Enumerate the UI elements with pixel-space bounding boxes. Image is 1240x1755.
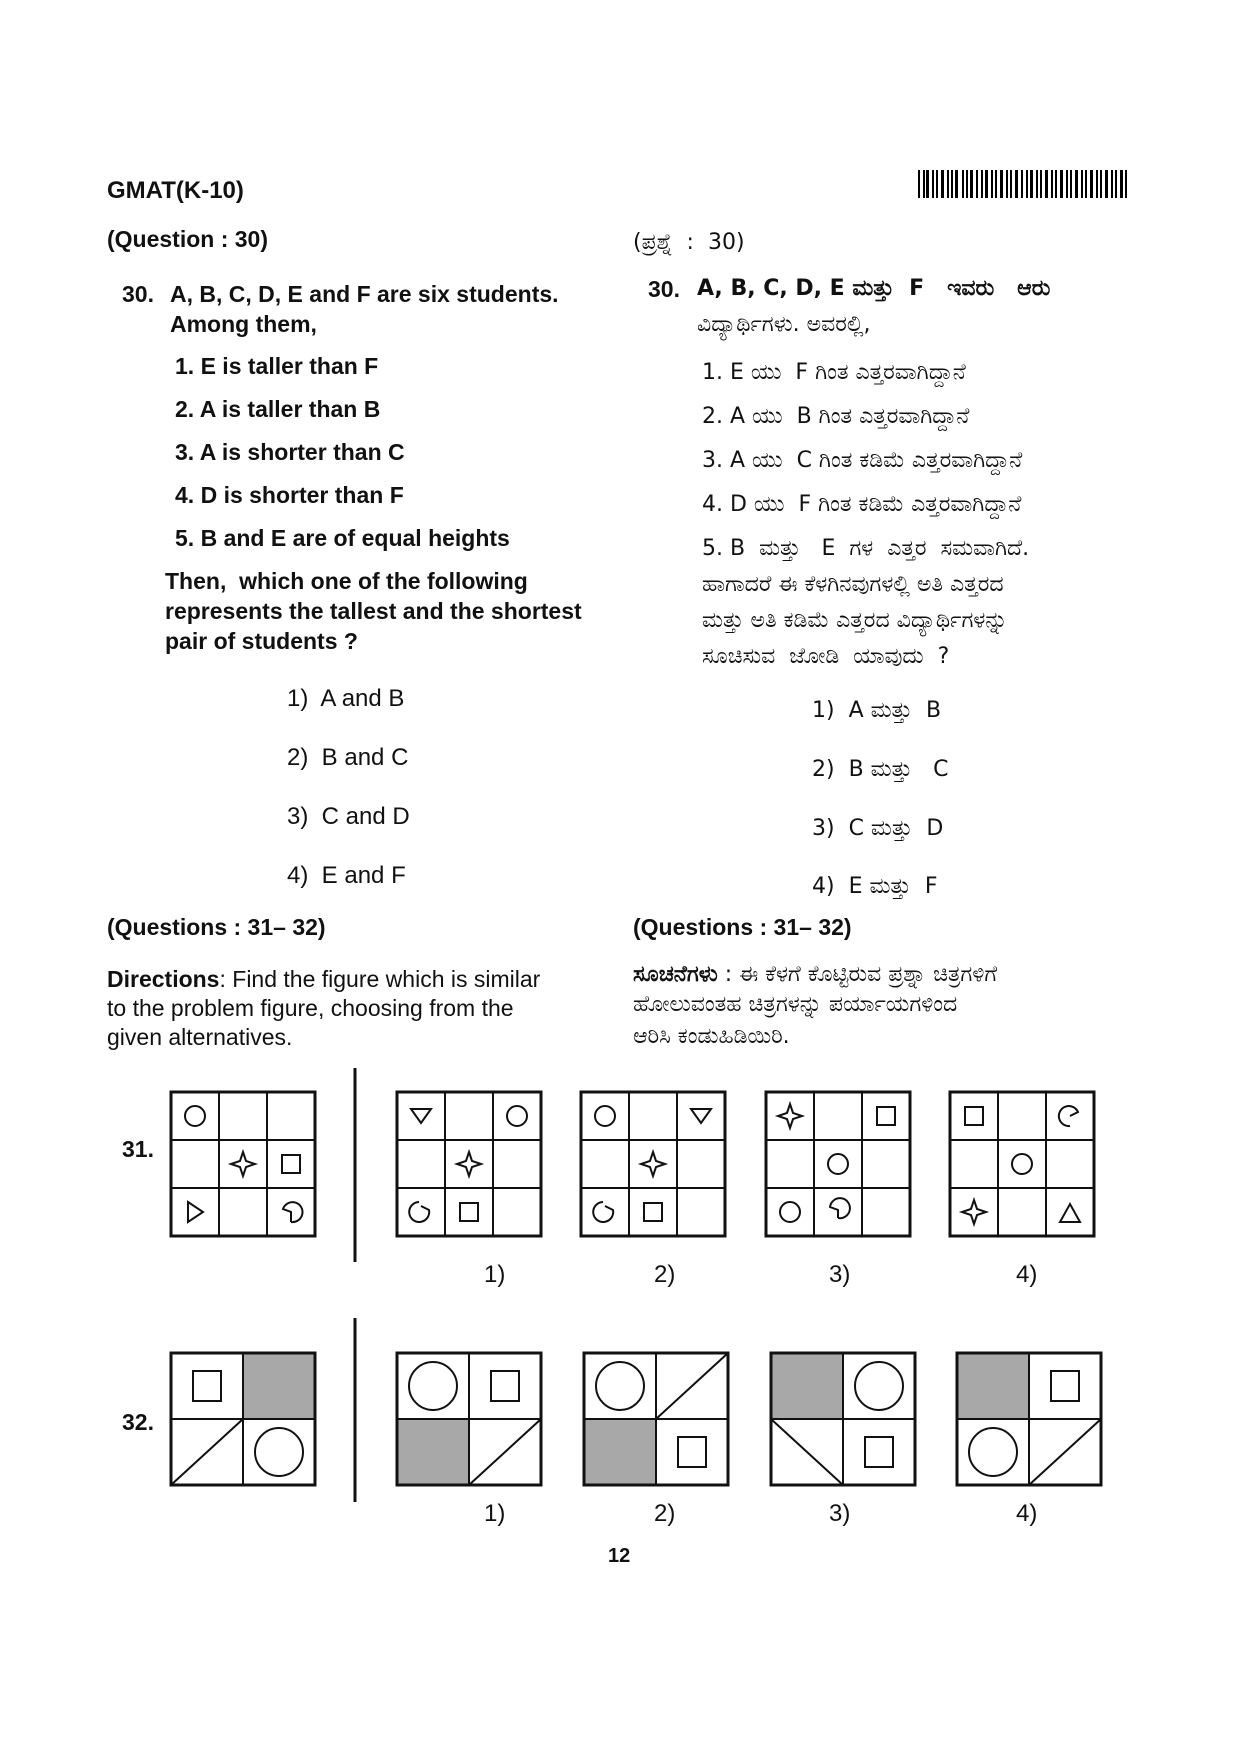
q30-condition-kn: 4. D ಯು F ಗಿಂತ ಕಡಿಮೆ ಎತ್ತರವಾಗಿದ್ದಾನೆ bbox=[702, 492, 1022, 517]
q31-32-section-kn: (Questions : 31– 32) bbox=[633, 914, 852, 940]
shaded-cell bbox=[584, 1419, 656, 1485]
directions-text-kn: ಆರಿಸಿ ಕಂಡುಹಿಡಿಯಿರಿ. bbox=[633, 1024, 790, 1049]
q30-option-kn[interactable]: 3) C ಮತ್ತು D bbox=[812, 816, 944, 841]
q32-option-3-figure bbox=[771, 1353, 915, 1485]
q30-option-en[interactable]: 2) B and C bbox=[287, 744, 409, 771]
circle-icon bbox=[969, 1428, 1017, 1476]
q32-option-label[interactable]: 1) bbox=[484, 1500, 506, 1527]
circle-icon bbox=[255, 1428, 303, 1476]
square-icon bbox=[678, 1437, 706, 1467]
q30-stem-en-1: A, B, C, D, E and F are six students. bbox=[170, 281, 559, 307]
circle-icon bbox=[780, 1202, 800, 1222]
square-icon bbox=[193, 1371, 221, 1401]
diagonal-line bbox=[171, 1419, 243, 1485]
square-icon bbox=[965, 1107, 983, 1125]
directions-text-kn: : ಈ ಕೆಳಗೆ ಕೊಟ್ಟಿರುವ ಪ್ರಶ್ನಾ ಚಿತ್ರಗಳಿಗೆ bbox=[717, 962, 998, 987]
q32-option-4-figure bbox=[957, 1353, 1101, 1485]
q30-option-en[interactable]: 3) C and D bbox=[287, 803, 410, 830]
q30-question-en: represents the tallest and the shortest bbox=[165, 598, 582, 624]
diagonal-line bbox=[656, 1353, 728, 1419]
q30-condition-en: 4. D is shorter than F bbox=[175, 482, 404, 508]
star-icon bbox=[457, 1152, 481, 1176]
circle-icon bbox=[596, 1362, 644, 1410]
square-icon bbox=[1051, 1371, 1079, 1401]
pacman-icon bbox=[283, 1202, 303, 1222]
q32-option-label[interactable]: 4) bbox=[1016, 1500, 1038, 1527]
exam-code: GMAT(K-10) bbox=[107, 177, 244, 204]
q30-option-kn[interactable]: 1) A ಮತ್ತು B bbox=[812, 698, 942, 723]
q30-option-kn[interactable]: 2) B ಮತ್ತು C bbox=[812, 757, 949, 782]
circle-icon bbox=[409, 1362, 457, 1410]
triangle-icon bbox=[411, 1109, 431, 1123]
q31-option-2-figure bbox=[581, 1092, 725, 1236]
star-icon bbox=[778, 1104, 802, 1128]
q31-number: 31. bbox=[122, 1136, 154, 1162]
q30-question-kn: ಮತ್ತು ಅತಿ ಕಡಿಮೆ ಎತ್ತರದ ವಿದ್ಯಾರ್ಥಿಗಳನ್ನು bbox=[702, 608, 1008, 633]
q32-option-1-figure bbox=[397, 1353, 541, 1485]
square-icon bbox=[865, 1437, 893, 1467]
q31-32-section-en: (Questions : 31– 32) bbox=[107, 914, 326, 940]
q32-number: 32. bbox=[122, 1409, 154, 1435]
directions-label-kn: ಸೂಚನೆಗಳು bbox=[633, 962, 718, 987]
q30-stem-kn-2: ವಿದ್ಯಾರ್ಥಿಗಳು. ಅವರಲ್ಲಿ, bbox=[697, 312, 871, 337]
square-icon bbox=[877, 1107, 895, 1125]
square-icon bbox=[282, 1155, 300, 1173]
q31-option-1-figure bbox=[397, 1092, 541, 1236]
q30-condition-kn: 3. A ಯು C ಗಿಂತ ಕಡಿಮೆ ಎತ್ತರವಾಗಿದ್ದಾನೆ bbox=[702, 448, 1023, 473]
square-icon bbox=[491, 1371, 519, 1401]
q30-condition-en: 1. E is taller than F bbox=[175, 353, 379, 379]
circle-icon bbox=[507, 1106, 527, 1126]
shaded-cell bbox=[957, 1353, 1029, 1419]
q31-option-label[interactable]: 1) bbox=[484, 1261, 506, 1288]
pacman-icon bbox=[409, 1202, 429, 1222]
diagonal-line bbox=[771, 1419, 843, 1485]
shaded-cell bbox=[771, 1353, 843, 1419]
triangle-icon bbox=[691, 1109, 711, 1123]
q32-option-label[interactable]: 3) bbox=[829, 1500, 851, 1527]
pacman-icon bbox=[1059, 1106, 1078, 1126]
directions-label-en: Directions bbox=[107, 966, 220, 992]
diagonal-line bbox=[1029, 1419, 1101, 1485]
square-icon bbox=[460, 1203, 478, 1221]
q30-question-kn: ಸೂಚಿಸುವ ಜೋಡಿ ಯಾವುದು ? bbox=[702, 644, 950, 669]
diagonal-line bbox=[469, 1419, 541, 1485]
q30-condition-en: 2. A is taller than B bbox=[175, 396, 381, 422]
circle-icon bbox=[185, 1106, 205, 1126]
q30-condition-kn: 1. E ಯು F ಗಿಂತ ಎತ್ತರವಾಗಿದ್ದಾನೆ bbox=[702, 360, 966, 385]
shaded-cell bbox=[397, 1419, 469, 1485]
q31-problem-figure bbox=[171, 1092, 315, 1236]
circle-icon bbox=[828, 1154, 848, 1174]
q30-condition-en: 5. B and E are of equal heights bbox=[175, 525, 510, 551]
pacman-icon bbox=[593, 1202, 613, 1222]
q30-number-en: 30. bbox=[122, 281, 154, 307]
q30-option-kn[interactable]: 4) E ಮತ್ತು F bbox=[812, 874, 938, 899]
triangle-icon bbox=[1060, 1204, 1080, 1222]
circle-icon bbox=[855, 1362, 903, 1410]
directions-text-kn: ಹೋಲುವಂತಹ ಚಿತ್ರಗಳನ್ನು ಪರ್ಯಾಯಗಳಿಂದ bbox=[633, 992, 958, 1017]
q30-option-en[interactable]: 4) E and F bbox=[287, 862, 406, 889]
q32-option-2-figure bbox=[584, 1353, 728, 1485]
q31-option-3-figure bbox=[766, 1092, 910, 1236]
q31-option-label[interactable]: 4) bbox=[1016, 1261, 1038, 1288]
circle-icon bbox=[1012, 1154, 1032, 1174]
q30-condition-kn: 5. B ಮತ್ತು E ಗಳ ಎತ್ತರ ಸಮವಾಗಿದೆ. bbox=[702, 536, 1030, 561]
q30-section-kn: (ಪ್ರಶ್ನೆ : 30) bbox=[633, 230, 745, 255]
q30-section-en: (Question : 30) bbox=[107, 226, 269, 252]
q30-condition-en: 3. A is shorter than C bbox=[175, 439, 405, 465]
q30-number-kn: 30. bbox=[648, 276, 680, 302]
directions-text-en: given alternatives. bbox=[107, 1024, 293, 1050]
directions-text-en: to the problem figure, choosing from the bbox=[107, 995, 514, 1021]
pacman-icon bbox=[830, 1198, 850, 1218]
star-icon bbox=[962, 1200, 986, 1224]
q30-question-en: Then, which one of the following bbox=[165, 568, 528, 594]
q32-option-label[interactable]: 2) bbox=[654, 1500, 676, 1527]
q31-option-label[interactable]: 3) bbox=[829, 1261, 851, 1288]
square-icon bbox=[644, 1203, 662, 1221]
q31-option-4-figure bbox=[950, 1092, 1094, 1236]
circle-icon bbox=[595, 1106, 615, 1126]
q30-question-en: pair of students ? bbox=[165, 628, 358, 654]
star-icon bbox=[641, 1152, 665, 1176]
shaded-cell bbox=[243, 1353, 315, 1419]
q30-condition-kn: 2. A ಯು B ಗಿಂತ ಎತ್ತರವಾಗಿದ್ದಾನೆ bbox=[702, 404, 970, 429]
star-icon bbox=[231, 1152, 255, 1176]
q30-stem-en-2: Among them, bbox=[170, 311, 317, 337]
q30-stem-kn-1: A, B, C, D, E ಮತ್ತು F ಇವರು ಆರು bbox=[697, 276, 1051, 301]
q31-option-label[interactable]: 2) bbox=[654, 1261, 676, 1288]
triangle-icon bbox=[188, 1202, 203, 1222]
q30-question-kn: ಹಾಗಾದರೆ ಈ ಕೆಳಗಿನವುಗಳಲ್ಲಿ ಅತಿ ಎತ್ತರದ bbox=[702, 572, 1004, 597]
q30-option-en[interactable]: 1) A and B bbox=[287, 685, 405, 712]
page-number: 12 bbox=[608, 1545, 631, 1567]
q32-problem-figure bbox=[171, 1353, 315, 1485]
directions-text-en: : Find the figure which is similar bbox=[219, 966, 541, 992]
